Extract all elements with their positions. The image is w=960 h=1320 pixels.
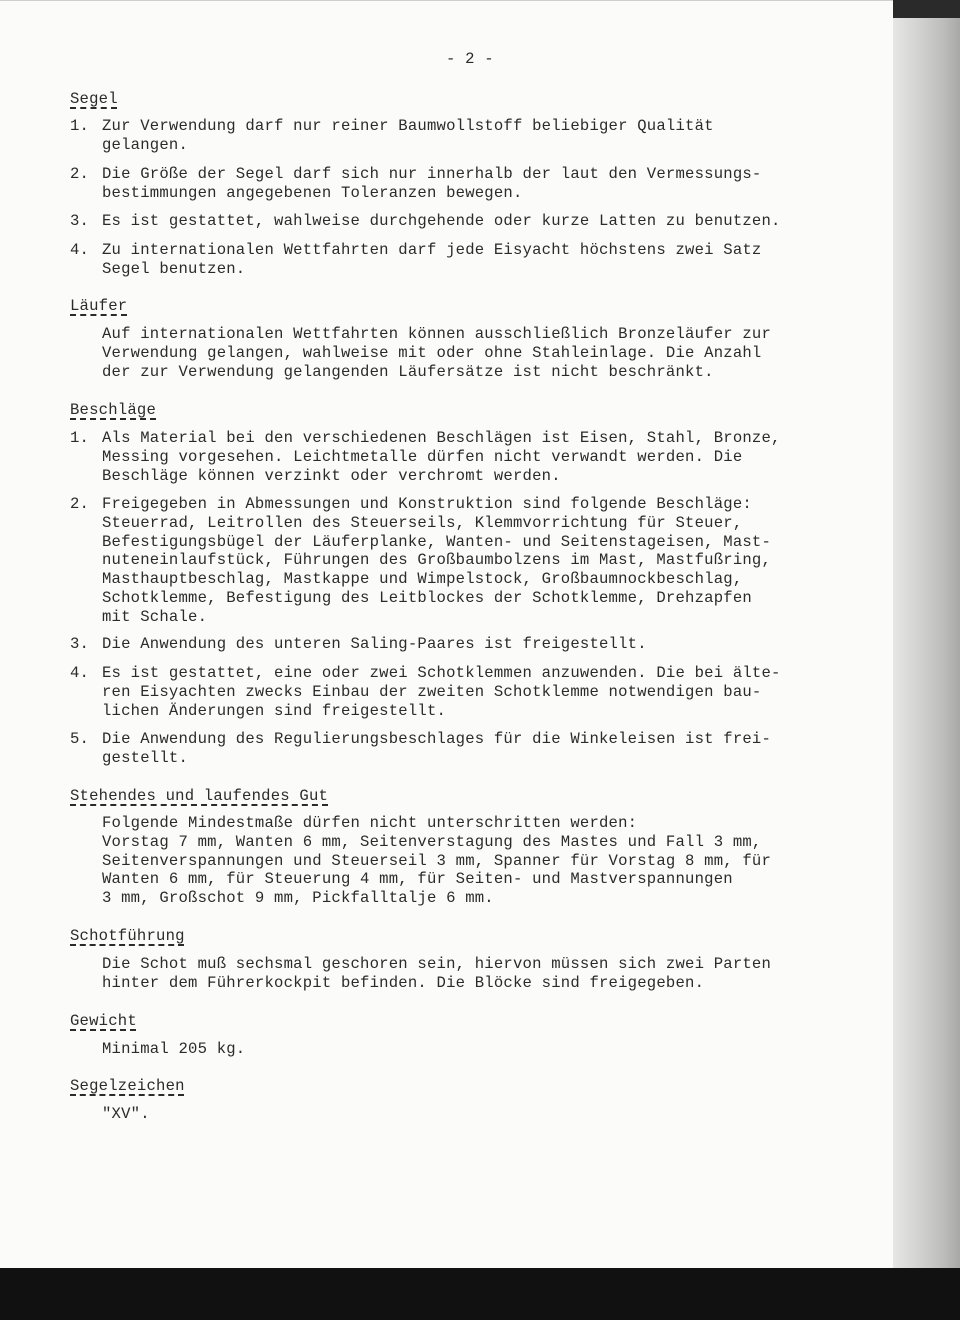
item-text: Es ist gestattet, eine oder zwei Schotklemmen anzuwenden. Die bei älte- ren Eisyachten zwecks Einbau der zweiten Schotklemme notwendigen bau- lichen Änderungen sind freigestellt. bbox=[102, 664, 781, 720]
schotfuehrung-paragraph: Die Schot muß sechsmal geschoren sein, hiervon müssen sich zwei Parten hinter dem Führerkockpit befinden. Die Blöcke sind freigegeben. bbox=[102, 955, 772, 992]
item-number: 4. bbox=[70, 664, 90, 682]
item-number: 1. bbox=[70, 117, 90, 135]
heading-schotfuehrung: Schotführung bbox=[70, 927, 185, 945]
item-text: Es ist gestattet, wahlweise durchgehende oder kurze Latten zu benutzen. bbox=[102, 212, 781, 230]
heading-segelzeichen: Segelzeichen bbox=[70, 1077, 185, 1095]
item-text: Die Anwendung des unteren Saling-Paares ist freigestellt. bbox=[102, 635, 647, 653]
item-number: 2. bbox=[70, 165, 90, 183]
item-text: Freigegeben in Abmessungen und Konstruktion sind folgende Beschläge: Steuerrad, Leitrollen des Steuerseils, Klemmvorrichtung für Steuer, Befestigungsbügel der Läuferplanke, Wanten- und Seitenstageisen, Mast- nuteneinlaufstück, Führungen des Großbaumbolzens im Mast, Mastfußring, Masthauptbeschlag, Mastkappe und Wimpelstock, Großbaumnockbeschlag, Schotklemme, Befestigung des Leitblockes der Schotklemme, Drehzapfen mit Schale. bbox=[102, 495, 772, 626]
item-text: Zu internationalen Wettfahrten darf jede Eisyacht höchstens zwei Satz Segel benutzen. bbox=[102, 241, 762, 278]
item-text: Zur Verwendung darf nur reiner Baumwollstoff beliebiger Qualität gelangen. bbox=[102, 117, 714, 154]
heading-segel: Segel bbox=[70, 90, 118, 108]
segelzeichen-paragraph: "XV". bbox=[102, 1105, 150, 1123]
item-number: 2. bbox=[70, 495, 90, 513]
scan-bottom-border bbox=[0, 1268, 960, 1320]
heading-beschlaege: Beschläge bbox=[70, 401, 157, 419]
item-number: 1. bbox=[70, 429, 90, 447]
item-number: 3. bbox=[70, 635, 90, 653]
item-text: Die Größe der Segel darf sich nur innerhalb der laut den Vermessungs- bestimmungen angegebenen Toleranzen bewegen. bbox=[102, 165, 762, 202]
heading-laeufer: Läufer bbox=[70, 297, 128, 315]
gut-paragraph: Folgende Mindestmaße dürfen nicht unterschritten werden: Vorstag 7 mm, Wanten 6 mm, Seitenverstagung des Mastes und Fall 3 mm, Seitenverspannungen und Steuerseil 3 mm, Spanner für Vorstag 8 mm, für Wanten 6 mm, für Steuerung 4 mm, für Seiten- und Mastverspannungen 3 mm, Großschot 9 mm, Pickfalltalje 6 mm. bbox=[102, 814, 772, 908]
beschlaege-item-4 bbox=[70, 664, 781, 739]
beschlaege-item-1 bbox=[70, 429, 781, 504]
laeufer-paragraph: Auf internationalen Wettfahrten können ausschließlich Bronzeläufer zur Verwendung gelangen, wahlweise mit oder ohne Stahleinlage. Die Anzahl der zur Verwendung gelangenden Läufersätze ist nicht beschränkt. bbox=[102, 325, 772, 381]
scan-edge-shadow bbox=[893, 0, 960, 1268]
item-number: 5. bbox=[70, 730, 90, 748]
item-number: 4. bbox=[70, 241, 90, 259]
beschlaege-item-2 bbox=[70, 495, 772, 626]
page-number: - 2 - bbox=[446, 50, 494, 68]
heading-gewicht: Gewicht bbox=[70, 1012, 137, 1030]
heading-gut: Stehendes und laufendes Gut bbox=[70, 787, 329, 805]
item-text: Die Anwendung des Regulierungsbeschlages für die Winkeleisen ist frei- gestellt. bbox=[102, 730, 772, 767]
gewicht-paragraph: Minimal 205 kg. bbox=[102, 1040, 246, 1058]
item-text: Als Material bei den verschiedenen Beschlägen ist Eisen, Stahl, Bronze, Messing vorgesehen. Leichtmetalle dürfen nicht verwandt werden. Die Beschläge können verzinkt oder verchromt werden. bbox=[102, 429, 781, 485]
item-number: 3. bbox=[70, 212, 90, 230]
